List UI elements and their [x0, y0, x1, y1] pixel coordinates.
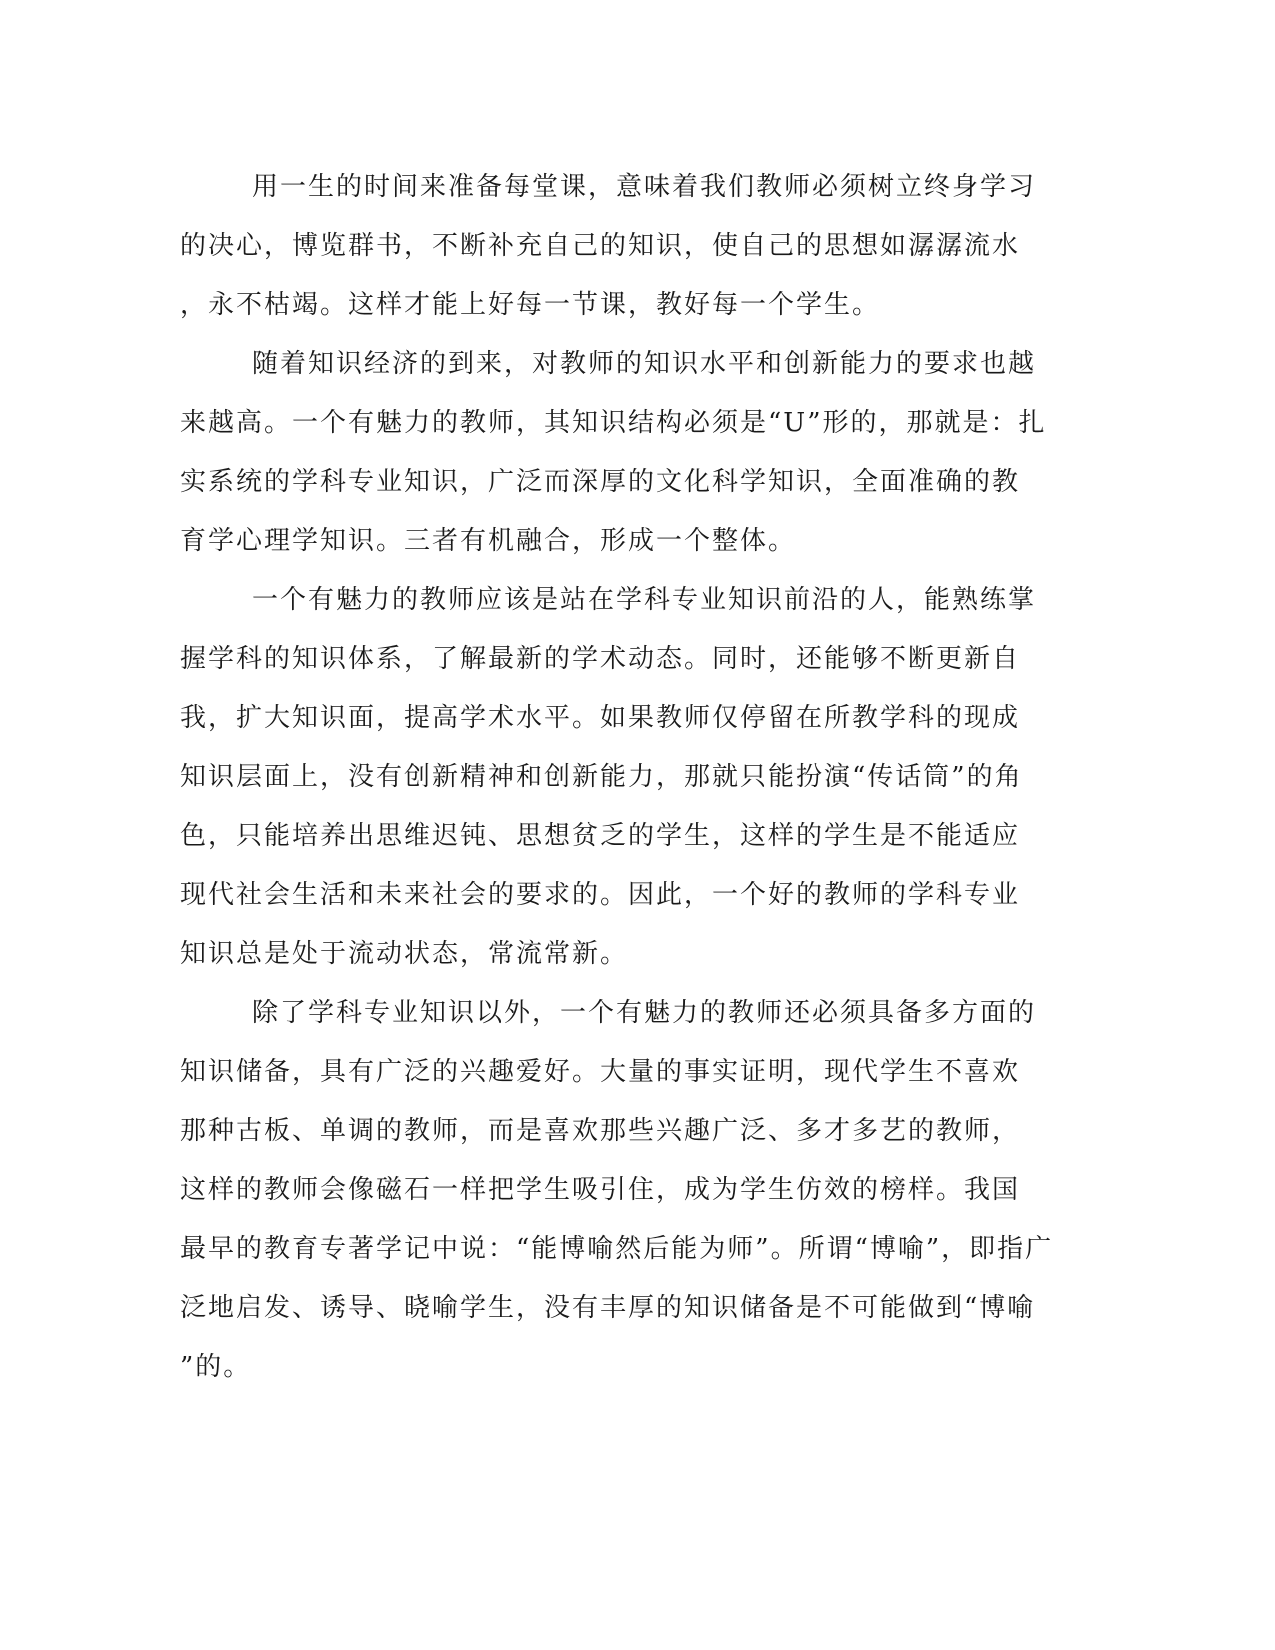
- text-line: 握学科的知识体系，了解最新的学术动态。同时，还能够不断更新自: [180, 644, 1021, 674]
- text-line: 育学心理学知识。三者有机融合，形成一个整体。: [180, 526, 797, 556]
- text-line: 知识层面上，没有创新精神和创新能力，那就只能扮演“传话筒”的角: [180, 762, 1023, 792]
- text-line: ”的。: [180, 1352, 252, 1382]
- text-line: 知识总是处于流动状态，常流常新。: [180, 939, 629, 969]
- text-line: 来越高。一个有魅力的教师，其知识结构必须是“U”形的，那就是：扎: [180, 408, 1047, 438]
- text-line: 这样的教师会像磁石一样把学生吸引住，成为学生仿效的榜样。我国: [180, 1175, 1021, 1205]
- text-line: ，永不枯竭。这样才能上好每一节课，教好每一个学生。: [180, 290, 881, 320]
- text-line: 随着知识经济的到来，对教师的知识水平和创新能力的要求也越: [252, 349, 1037, 379]
- text-line: 除了学科专业知识以外，一个有魅力的教师还必须具备多方面的: [252, 998, 1037, 1028]
- text-line: 那种古板、单调的教师，而是喜欢那些兴趣广泛、多才多艺的教师，: [180, 1116, 1021, 1146]
- paragraph-4: [180, 984, 1054, 1397]
- text-line: 的决心，博览群书，不断补充自己的知识，使自己的思想如潺潺流水: [180, 231, 1021, 261]
- text-line: 实系统的学科专业知识，广泛而深厚的文化科学知识，全面准确的教: [180, 467, 1021, 497]
- paragraph-1: [180, 158, 1040, 335]
- text-line: 用一生的时间来准备每堂课，意味着我们教师必须树立终身学习: [252, 172, 1037, 202]
- text-line: 最早的教育专著学记中说：“能博喻然后能为师”。所谓“博喻”，即指广: [180, 1234, 1054, 1264]
- text-line: 一个有魅力的教师应该是站在学科专业知识前沿的人，能熟练掌: [252, 585, 1037, 615]
- text-line: 泛地启发、诱导、晓喻学生，没有丰厚的知识储备是不可能做到“博喻: [180, 1293, 1036, 1323]
- text-line: 知识储备，具有广泛的兴趣爱好。大量的事实证明，现代学生不喜欢: [180, 1057, 1021, 1087]
- text-line: 我，扩大知识面，提高学术水平。如果教师仅停留在所教学科的现成: [180, 703, 1021, 733]
- document-body: [180, 158, 1054, 1397]
- text-line: 色，只能培养出思维迟钝、思想贫乏的学生，这样的学生是不能适应: [180, 821, 1021, 851]
- paragraph-2: [180, 335, 1047, 571]
- paragraph-3: [180, 571, 1040, 984]
- text-line: 现代社会生活和未来社会的要求的。因此，一个好的教师的学科专业: [180, 880, 1021, 910]
